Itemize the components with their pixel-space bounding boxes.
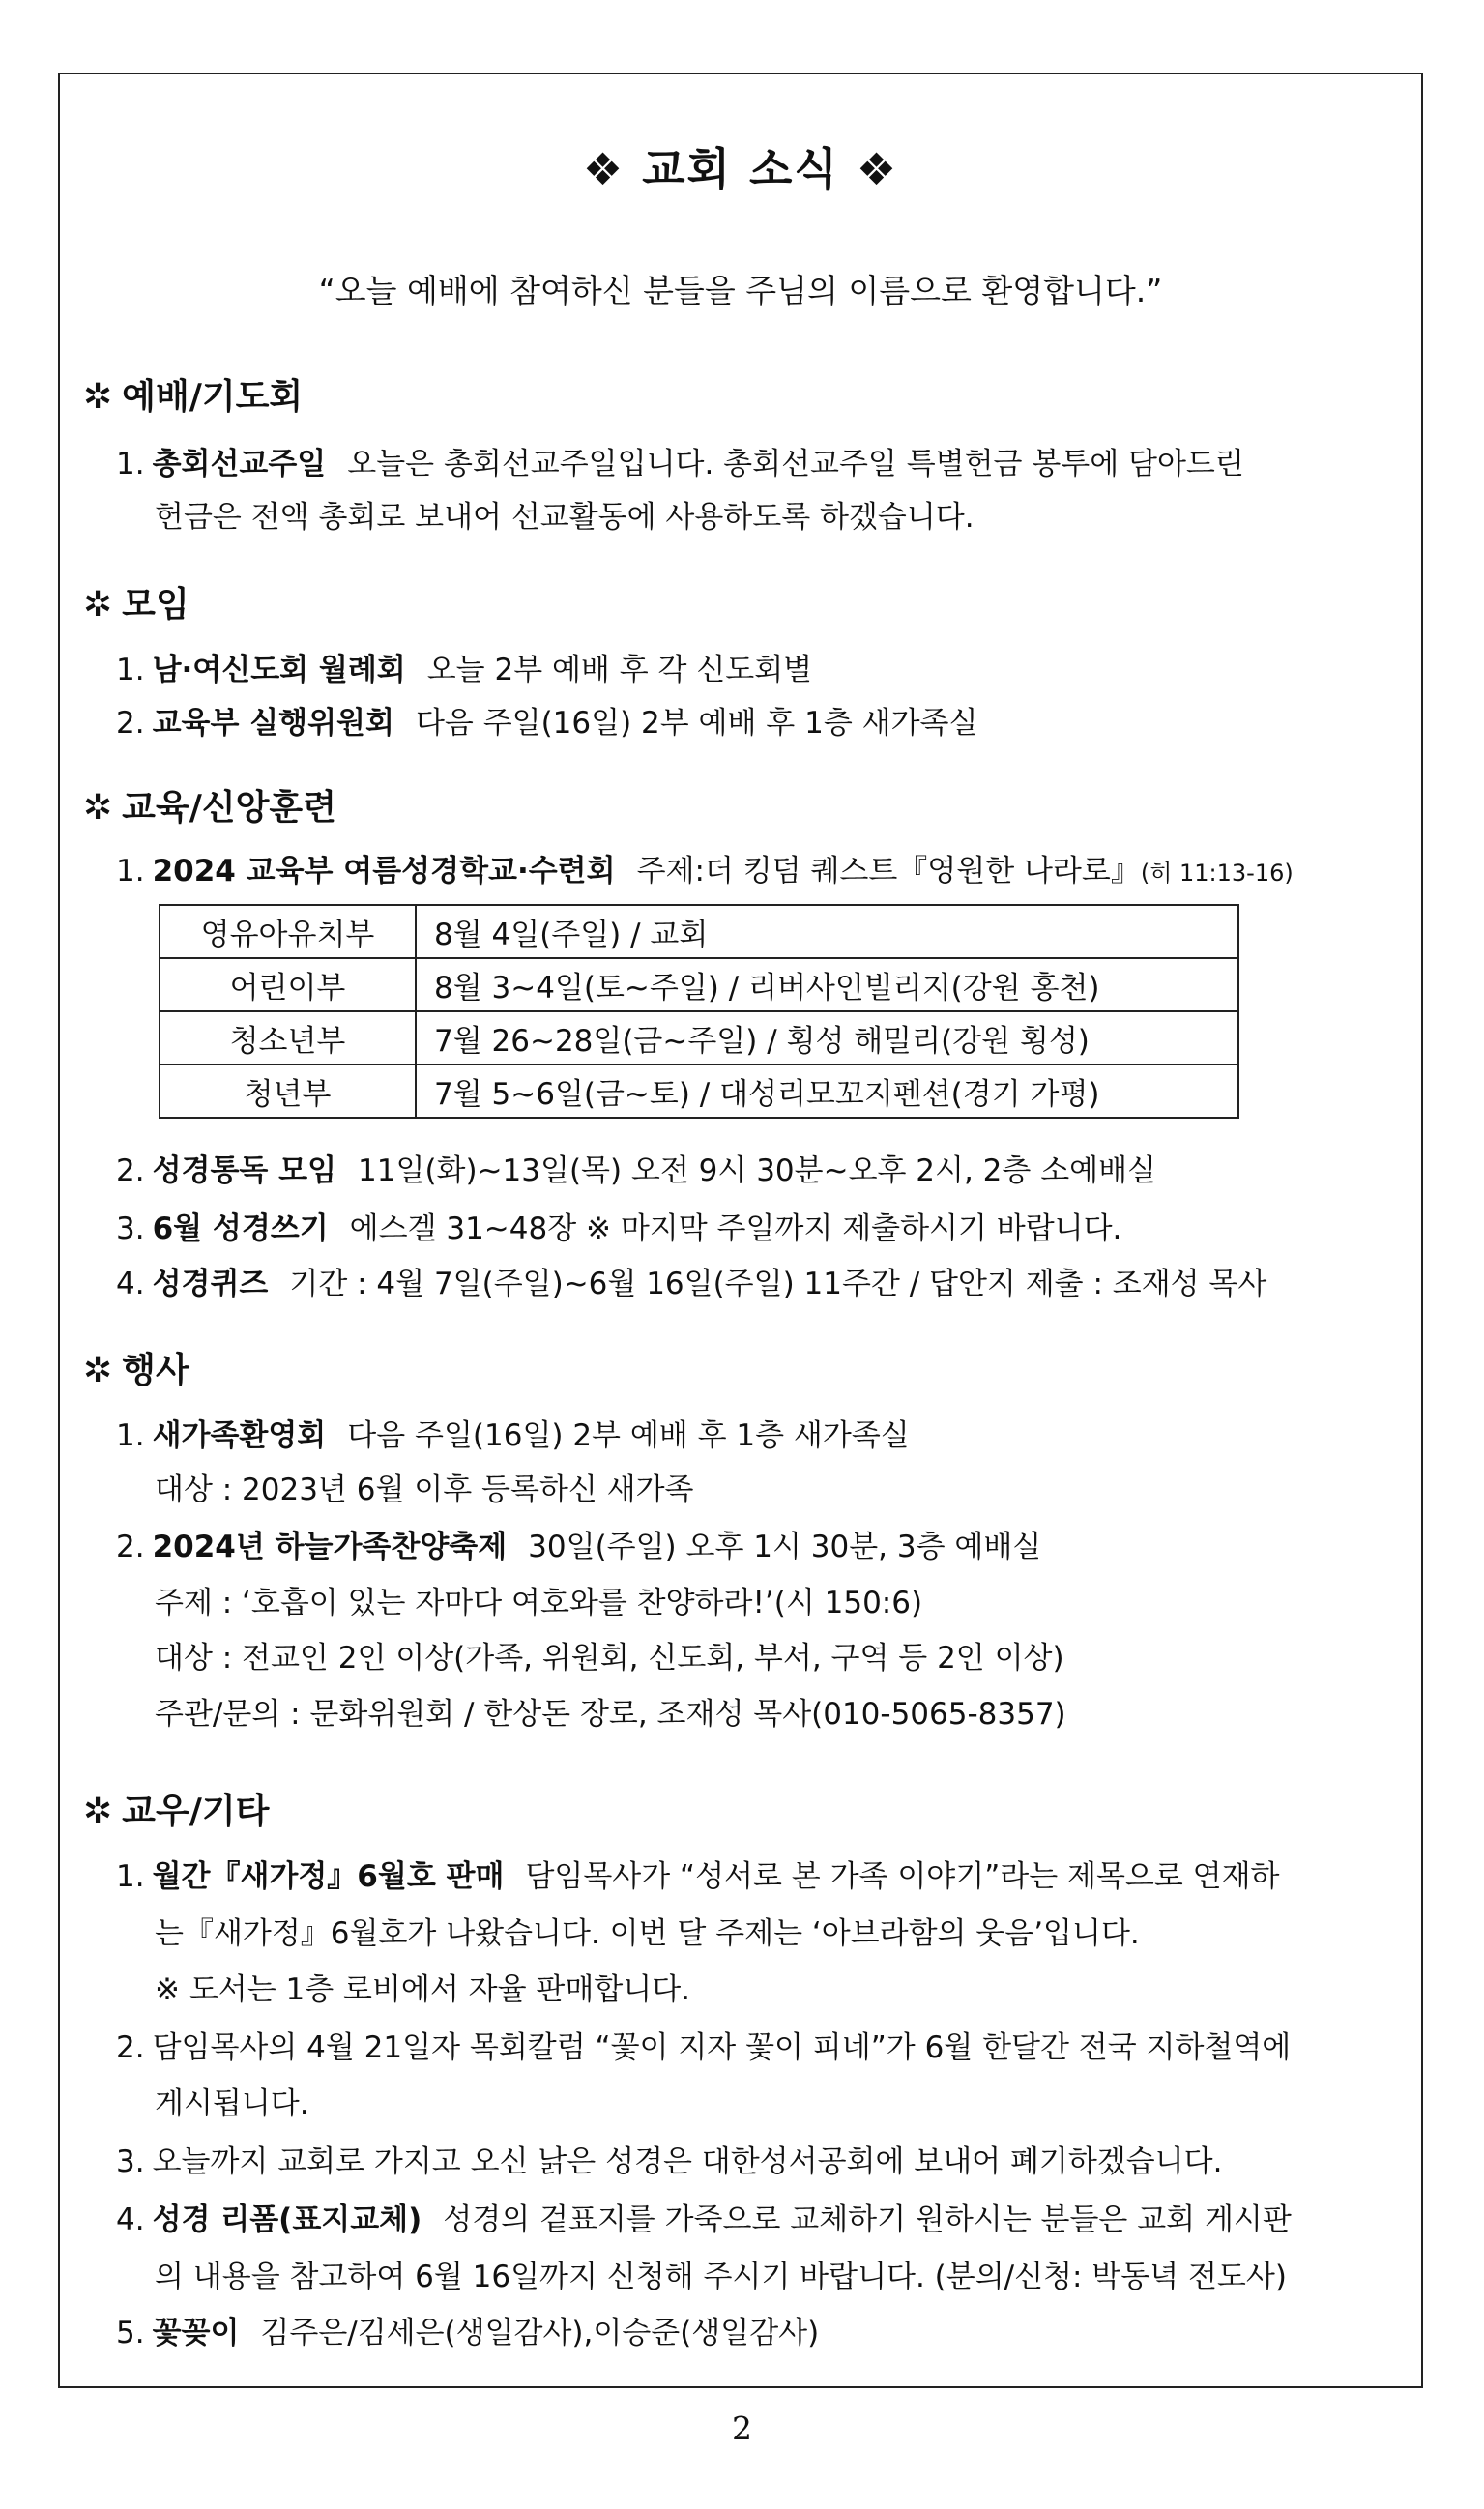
list-item: 4. 성경퀴즈 기간 : 4월 7일(주일)~6월 16일(주일) 11주간 / 답안지 제출 : 조재성 목사 bbox=[116, 1267, 1267, 1301]
table-cell-info: 7월 5~6일(금~토) / 대성리모꼬지펜션(경기 가평) bbox=[416, 1065, 1238, 1118]
section-mark-icon: ✲ bbox=[83, 585, 113, 625]
list-item: 1. 2024 교육부 여름성경학교·수련회 주제:더 킹덤 퀘스트『영원한 나라로』(히 11:13-16) bbox=[116, 854, 1294, 889]
list-item: 2. 2024년 하늘가족찬양축제 30일(주일) 오후 1시 30분, 3층 예배실 bbox=[116, 1530, 1042, 1564]
section-heading-education: ✲ 교육/신앙훈련 bbox=[83, 788, 336, 828]
table-row bbox=[160, 1065, 1238, 1118]
list-item-detail: 주제 : ‘호흡이 있는 자마다 여호와를 찬양하라!’(시 150:6) bbox=[155, 1586, 923, 1620]
list-item: 5. 꽃꽂이 김주은/김세은(생일감사),이승준(생일감사) bbox=[116, 2316, 820, 2350]
list-item: 1. 총회선교주일 오늘은 총회선교주일입니다. 총회선교주일 특별헌금 봉투에 담아드린 bbox=[116, 447, 1244, 481]
list-item: 1. 월간『새가정』6월호 판매 담임목사가 “성서로 본 가족 이야기”라는 제목으로 연재하 bbox=[116, 1859, 1280, 1894]
list-item: 2. 담임목사의 4월 21일자 목회칼럼 “꽃이 지자 꽃이 피네”가 6월 한달간 전국 지하철역에 bbox=[116, 2030, 1292, 2065]
bulletin-frame bbox=[58, 73, 1423, 2388]
table-row bbox=[160, 905, 1238, 958]
section-mark-icon: ✲ bbox=[83, 788, 113, 828]
list-item: 2. 교육부 실행위원회 다음 주일(16일) 2부 예배 후 1층 새가족실 bbox=[116, 706, 978, 741]
section-heading-events: ✲ 행사 bbox=[83, 1351, 189, 1390]
camp-schedule-table bbox=[159, 904, 1239, 1119]
list-item-continuation: 게시됩니다. bbox=[155, 2086, 309, 2121]
list-item-continuation: 는『새가정』6월호가 나왔습니다. 이번 달 주제는 ‘아브라함의 웃음’입니다. bbox=[155, 1916, 1140, 1951]
table-row bbox=[160, 1011, 1238, 1065]
page-title: ❖ 교회 소식 ❖ bbox=[582, 143, 899, 195]
section-mark-icon: ✲ bbox=[83, 1351, 113, 1390]
table-cell-dept: 청소년부 bbox=[160, 1011, 416, 1065]
list-item-detail: 대상 : 2023년 6월 이후 등록하신 새가족 bbox=[155, 1473, 694, 1507]
welcome-greeting: “오늘 예배에 참여하신 분들을 주님의 이름으로 환영합니다.” bbox=[318, 272, 1163, 309]
list-item: 4. 성경 리폼(표지교체) 성경의 겉표지를 가죽으로 교체하기 원하시는 분들은 교회 게시판 bbox=[116, 2203, 1292, 2237]
list-item: 1. 새가족환영회 다음 주일(16일) 2부 예배 후 1층 새가족실 bbox=[116, 1418, 910, 1453]
section-mark-icon: ✲ bbox=[83, 377, 113, 417]
list-item: 3. 6월 성경쓰기 에스겔 31~48장 ※ 마지막 주일까지 제출하시기 바랍니다. bbox=[116, 1211, 1122, 1246]
list-item: 3. 오늘까지 교회로 가지고 오신 낡은 성경은 대한성서공회에 보내어 폐기하겠습니다. bbox=[116, 2144, 1223, 2179]
list-item-continuation: 헌금은 전액 총회로 보내어 선교활동에 사용하도록 하겠습니다. bbox=[155, 500, 975, 535]
table-cell-dept: 청년부 bbox=[160, 1065, 416, 1118]
table-cell-info: 8월 4일(주일) / 교회 bbox=[416, 905, 1238, 958]
list-item: 1. 남·여신도회 월례회 오늘 2부 예배 후 각 신도회별 bbox=[116, 653, 813, 687]
table-cell-dept: 영유아유치부 bbox=[160, 905, 416, 958]
page-number: 2 bbox=[732, 2409, 752, 2447]
list-item-detail: 대상 : 전교인 2인 이상(가족, 위원회, 신도회, 부서, 구역 등 2인 이상) bbox=[155, 1641, 1064, 1676]
table-cell-info: 7월 26~28일(금~주일) / 횡성 해밀리(강원 횡성) bbox=[416, 1011, 1238, 1065]
table-cell-dept: 어린이부 bbox=[160, 958, 416, 1011]
table-row bbox=[160, 958, 1238, 1011]
list-item: 2. 성경통독 모임 11일(화)~13일(목) 오전 9시 30분~오후 2시, 2층 소예배실 bbox=[116, 1153, 1156, 1188]
section-heading-worship: ✲ 예배/기도회 bbox=[83, 377, 304, 417]
list-item-detail: 주관/문의 : 문화위원회 / 한상돈 장로, 조재성 목사(010-5065-8357) bbox=[155, 1697, 1066, 1732]
list-item-note: ※ 도서는 1층 로비에서 자율 판매합니다. bbox=[155, 1972, 691, 2007]
section-heading-other: ✲ 교우/기타 bbox=[83, 1792, 270, 1831]
table-cell-info: 8월 3~4일(토~주일) / 리버사인빌리지(강원 홍천) bbox=[416, 958, 1238, 1011]
section-heading-meeting: ✲ 모임 bbox=[83, 585, 189, 625]
list-item-continuation: 의 내용을 참고하여 6월 16일까지 신청해 주시기 바랍니다. (분의/신청: 박동녁 전도사) bbox=[155, 2260, 1287, 2294]
section-mark-icon: ✲ bbox=[83, 1792, 113, 1831]
